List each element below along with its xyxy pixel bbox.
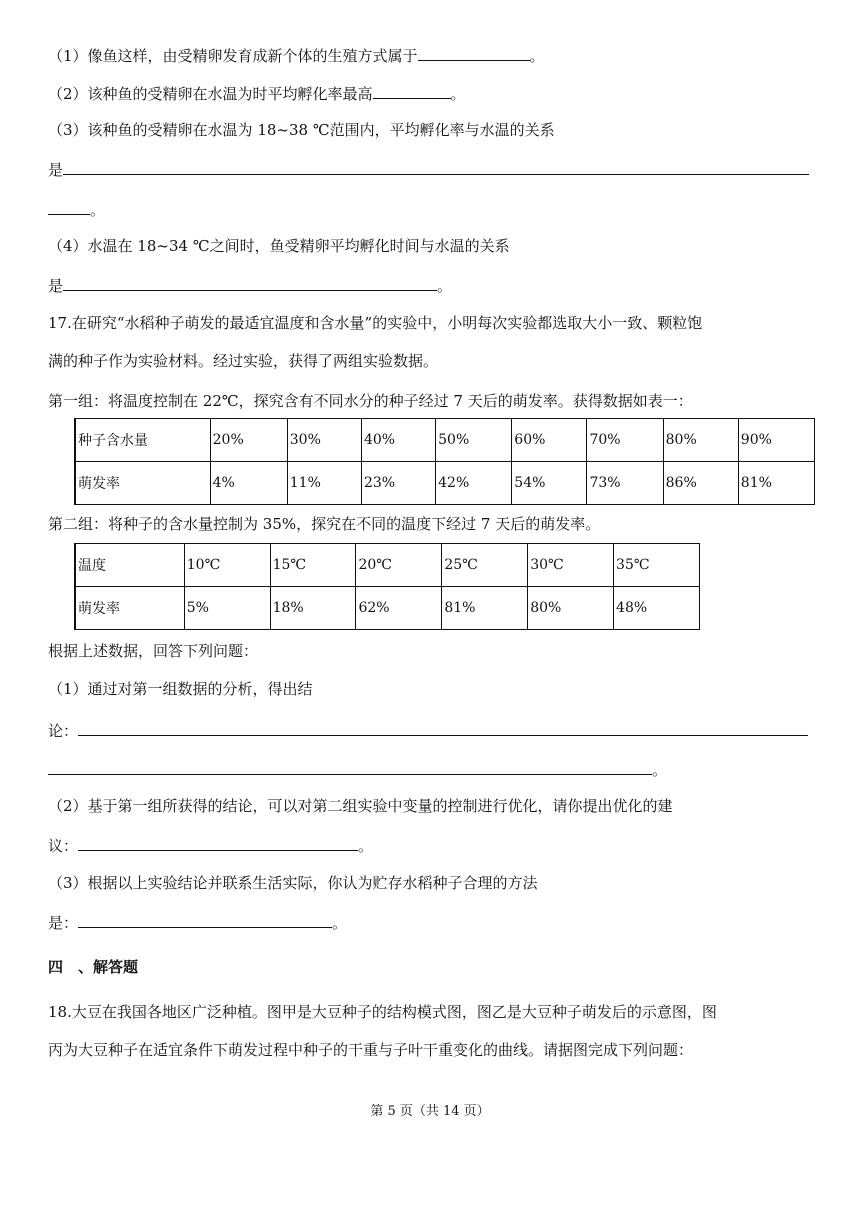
answer-blank[interactable]: [63, 158, 809, 175]
table-cell: 80%: [663, 419, 738, 462]
q17-sub1-answer-line2: 。: [48, 758, 667, 780]
table-cell: 25℃: [442, 544, 528, 587]
table-cell: 90%: [738, 419, 814, 462]
table-cell: 20%: [210, 419, 287, 462]
table-header-cell: 萌发率: [75, 587, 184, 630]
table-header-cell: 温度: [75, 544, 184, 587]
answer-blank[interactable]: [418, 44, 530, 61]
answer-blank[interactable]: [63, 274, 437, 291]
q17-answer-intro: 根据上述数据，回答下列问题：: [48, 642, 259, 660]
q16-part3-text: （3）该种鱼的受精卵在水温为 18~38 ℃范围内，平均孵化率与水温的关系: [48, 121, 555, 139]
table-cell: 42%: [436, 462, 512, 505]
table-header-cell: 萌发率: [75, 462, 210, 505]
answer-blank[interactable]: [78, 911, 332, 928]
q16-part3-answer-line: 是: [48, 158, 809, 180]
table-cell: 11%: [287, 462, 361, 505]
table-cell: 81%: [442, 587, 528, 630]
q16-part2-text: （2）该种鱼的受精卵在水温为时平均孵化率最高: [48, 85, 373, 103]
table-cell: 70%: [587, 419, 663, 462]
table-cell: 23%: [361, 462, 435, 505]
table-row: [75, 544, 700, 587]
q16-part3-answer-line2: 。: [48, 198, 105, 220]
q17-sub1-answer-line: 论：: [48, 719, 808, 741]
table-cell: 10℃: [184, 544, 270, 587]
table-cell: 81%: [738, 462, 814, 505]
table-cell: 40%: [361, 419, 435, 462]
q17-group2-text: 第二组：将种子的含水量控制为 35%，探究在不同的温度下经过 7 天后的萌发率。: [48, 515, 601, 533]
table-row: [75, 419, 815, 462]
table-cell: 5%: [184, 587, 270, 630]
q16-part4-text: （4）水温在 18~34 ℃之间时，鱼受精卵平均孵化时间与水温的关系: [48, 237, 510, 255]
q17-group1-text: 第一组：将温度控制在 22℃，探究含有不同水分的种子经过 7 天后的萌发率。获得数据如表一：: [48, 392, 693, 410]
table-cell: 80%: [528, 587, 614, 630]
q17-sub2-answer-line: 议： 。: [48, 834, 373, 856]
q16-part1-text: （1）像鱼这样，由受精卵发育成新个体的生殖方式属于: [48, 47, 418, 65]
table-cell: 50%: [436, 419, 512, 462]
q17-intro-line1: 17.在研究“水稻种子萌发的最适宜温度和含水量”的实验中，小明每次实验都选取大小一致、颗粒饱: [48, 314, 703, 332]
q16-part4-answer-line: 是 。: [48, 274, 452, 296]
q16-part4: [48, 236, 510, 256]
q16-part1: （1）像鱼这样，由受精卵发育成新个体的生殖方式属于 。: [48, 44, 545, 66]
table-row: [75, 587, 700, 630]
table-1: [74, 418, 815, 505]
table-row: [75, 462, 815, 505]
table-cell: 30%: [287, 419, 361, 462]
table-cell: 15℃: [270, 544, 356, 587]
table-cell: 54%: [512, 462, 587, 505]
table-cell: 48%: [614, 587, 700, 630]
q17-intro-line2: 满的种子作为实验材料。经过实验，获得了两组实验数据。: [48, 352, 439, 370]
table-cell: 60%: [512, 419, 587, 462]
q16-part2: （2）该种鱼的受精卵在水温为时平均孵化率最高 。: [48, 82, 466, 104]
q18-line1: 18.大豆在我国各地区广泛种植。图甲是大豆种子的结构模式图，图乙是大豆种子萌发后的示意图，图: [48, 1003, 717, 1021]
answer-blank[interactable]: [78, 834, 358, 851]
q18-line2: 丙为大豆种子在适宜条件下萌发过程中种子的干重与子叶干重变化的曲线。请据图完成下列问题：: [48, 1041, 694, 1059]
table-cell: 62%: [356, 587, 442, 630]
q17-sub1: （1）通过对第一组数据的分析，得出结: [48, 680, 313, 698]
table-cell: 4%: [210, 462, 287, 505]
table-cell: 73%: [587, 462, 663, 505]
table-cell: 30℃: [528, 544, 614, 587]
table-cell: 18%: [270, 587, 356, 630]
q17-sub3-answer-line: 是： 。: [48, 911, 347, 933]
table-cell: 20℃: [356, 544, 442, 587]
answer-blank[interactable]: [48, 198, 90, 215]
table-header-cell: 种子含水量: [75, 419, 210, 462]
table-cell: 35℃: [614, 544, 700, 587]
answer-blank[interactable]: [78, 719, 808, 736]
q17-sub2: （2）基于第一组所获得的结论，可以对第二组实验中变量的控制进行优化，请你提出优化的建: [48, 797, 673, 815]
page-footer: 第 5 页（共 14 页）: [370, 1104, 490, 1119]
q17-sub3: （3）根据以上实验结论并联系生活实际，你认为贮存水稻种子合理的方法: [48, 874, 538, 892]
table-2: [74, 543, 700, 630]
q16-part3: [48, 120, 555, 140]
answer-blank[interactable]: [48, 758, 652, 775]
table-cell: 86%: [663, 462, 738, 505]
section-title: 四 、解答题: [48, 958, 139, 976]
answer-blank[interactable]: [373, 82, 451, 99]
